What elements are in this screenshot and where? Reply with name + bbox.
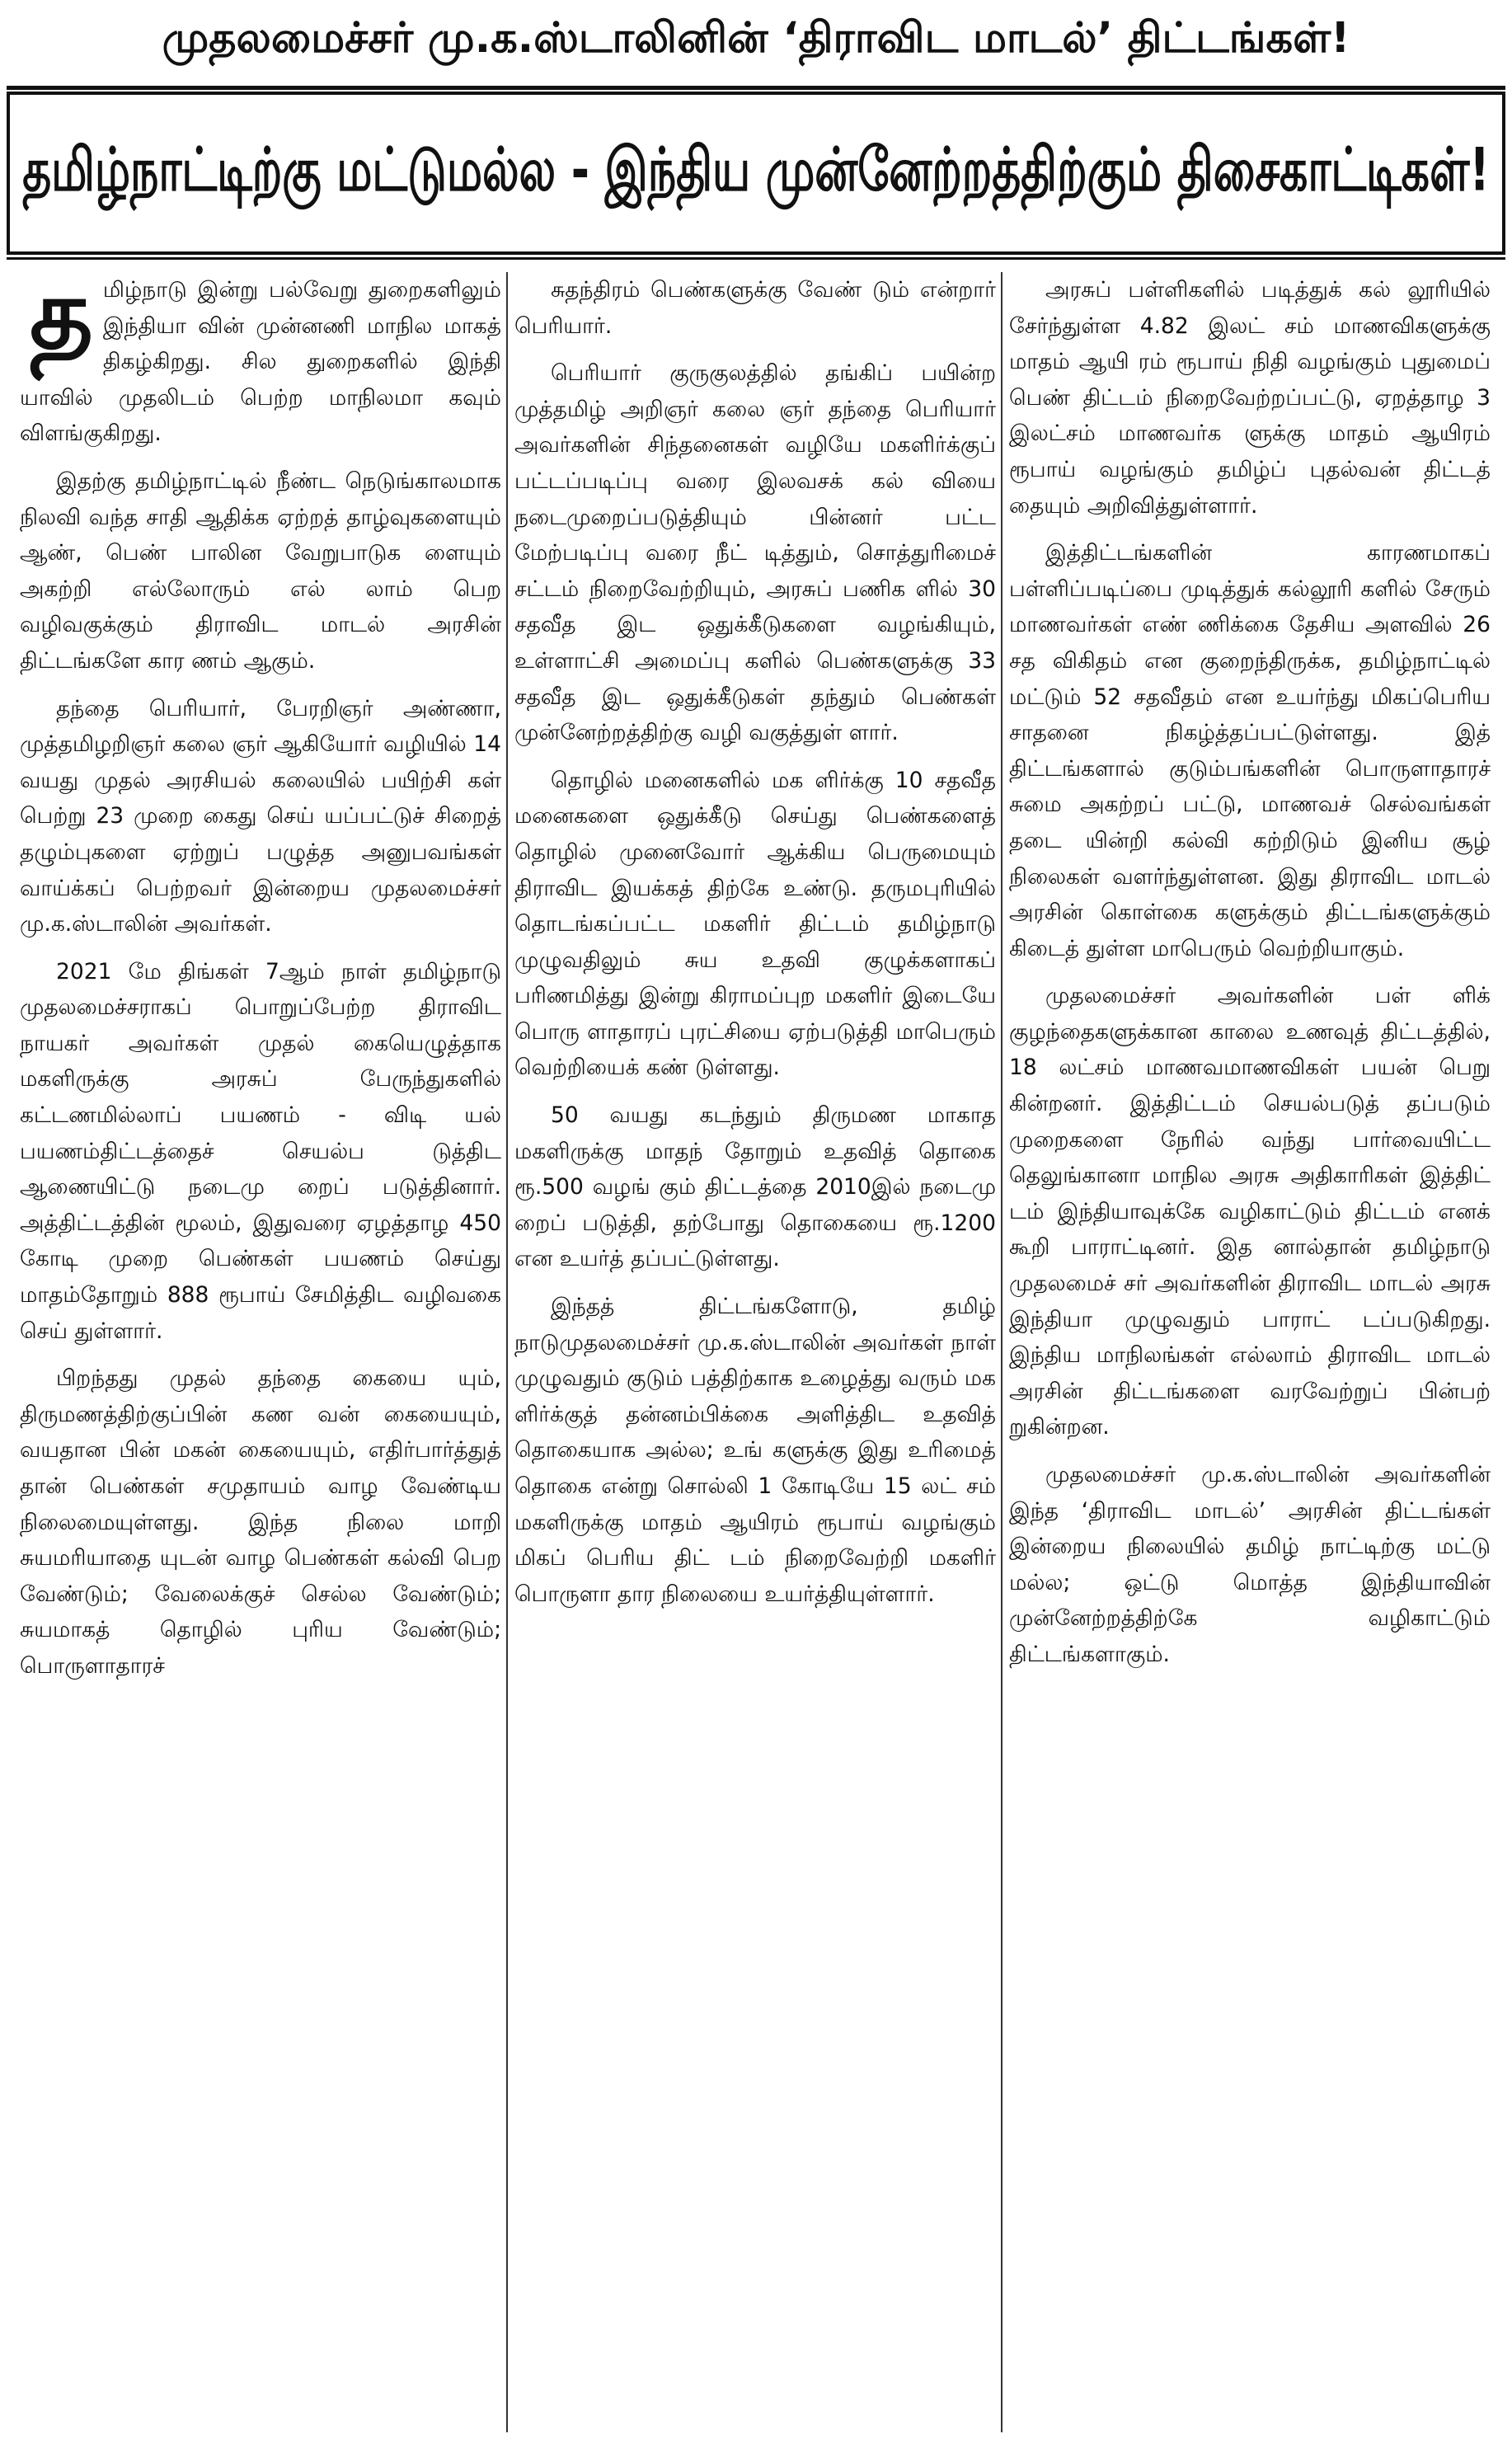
article-column-3 bbox=[1009, 272, 1491, 2441]
article-paragraph: பெரியார் குருகுலத்தில் தங்கிப் பயின்ற முத்தமிழ் அறிஞர் கலை ஞர் தந்தை பெரியார் அவர்களின் சிந்தனைகள் வழியே மகளிர்க்குப் பட்டப்படிப்பு வரை இலவசக் கல் வியை நடைமுறைப்படுத்தியும் பின்னர் பட்ட மேற்படிப்பு வரை நீட் டித்தும், சொத்துரிமைச் சட்டம் நிறைவேற்றியும், அரசுப் பணிக ளில் 30 சதவீத இட ஒதுக்கீடுகளை வழங்கியும், உள்ளாட்சி அமைப்பு களில் பெண்களுக்கு 33 சதவீத இட ஒதுக்கீடுகள் தந்தும் பெண்கள் முன்னேற்றத்திற்கு வழி வகுத்துள் ளார். bbox=[514, 360, 996, 746]
headline-bottom-rule bbox=[7, 257, 1505, 260]
column-divider bbox=[506, 272, 508, 2432]
article-paragraph: பிறந்தது முதல் தந்தை கையை யும், திருமணத்திற்குப்பின் கண வன் கையையும், வயதான பின் மகன் கையையும், எதிர்பார்த்துத் தான் பெண்கள் சமுதாயம் வாழ வேண்டிய நிலைமையுள்ளது. இந்த நிலை மாறி சுயமரியாதை யுடன் வாழ பெண்கள் கல்வி பெற வேண்டும்; வேலைக்குச் செல்ல வேண்டும்; சுயமாகத் தொழில் புரிய வேண்டும்; பொருளாதாரச் bbox=[20, 1365, 501, 1679]
paragraph-text: மிழ்நாடு இன்று பல்வேறு துறைகளிலும் இந்தியா வின் முன்னணி மாநில மாகத் திகழ்கிறது. சில துறைகளில் இந்தி யாவில் முதலிடம் பெற்ற மாநிலமா கவும் விளங்குகிறது. bbox=[20, 277, 501, 447]
article-paragraph: முதலமைச்சர் அவர்களின் பள் ளிக் குழந்தைகளுக்கான காலை உணவுத் திட்டத்தில், 18 லட்சம் மாணவமாணவிகள் பயன் பெறு கின்றனர். இத்திட்டம் செயல்படுத் தப்படும் முறைகளை நேரில் வந்து பார்வையிட்ட தெலுங்கானா மாநில அரசு அதிகாரிகள் இத்திட் டம் இந்தியாவுக்கே வழிகாட்டும் திட்டம் எனக் கூறி பாராட்டினர். இத னால்தான் தமிழ்நாடு முதலமைச் சர் அவர்களின் திராவிட மாடல் அரசு இந்தியா முழுவதும் பாராட் டப்படுகிறது. இந்திய மாநிலங்கள் எல்லாம் திராவிட மாடல் அரசின் திட்டங்களை வரவேற்றுப் பின்பற் றுகின்றன. bbox=[1009, 983, 1491, 1440]
article-paragraph: இத்திட்டங்களின் காரணமாகப் பள்ளிப்படிப்பை முடித்துக் கல்லூரி களில் சேரும் மாணவர்கள் எண் ணிக்கை தேசிய அளவில் 26 சத விகிதம் என குறைந்திருக்க, தமிழ்நாட்டில் மட்டும் 52 சதவீதம் என உயர்ந்து மிகப்பெரிய சாதனை நிகழ்த்தப்பட்டுள்ளது. இத் திட்டங்களால் குடும்பங்களின் பொருளாதாரச் சுமை அகற்றப் பட்டு, மாணவச் செல்வங்கள் தடை யின்றி கல்வி கற்றிடும் இனிய சூழ் நிலைகள் வளர்ந்துள்ளன. இது திராவிட மாடல் அரசின் கொள்கை களுக்கும் திட்டங்களுக்கும் கிடைத் துள்ள மாபெரும் வெற்றியாகும். bbox=[1009, 540, 1491, 961]
kicker-title: முதலமைச்சர் மு.க.ஸ்டாலினின் ‘திராவிட மாடல்’ திட்டங்கள்! bbox=[162, 13, 1350, 63]
article-paragraph: தந்தை பெரியார், பேரறிஞர் அண்ணா, முத்தமிழறிஞர் கலை ஞர் ஆகியோர் வழியில் 14 வயது முதல் அரசியல் கலையில் பயிற்சி கள் பெற்று 23 முறை கைது செய் யப்பட்டுச் சிறைத் தழும்புகளை ஏற்றுப் பழுத்த அனுபவங்கள் வாய்க்கப் பெற்றவர் இன்றைய முதலமைச்சர் மு.க.ஸ்டாலின் அவர்கள். bbox=[20, 695, 501, 937]
article-paragraph bbox=[20, 272, 501, 452]
article-paragraph: இதற்கு தமிழ்நாட்டில் நீண்ட நெடுங்காலமாக நிலவி வந்த சாதி ஆதிக்க ஏற்றத் தாழ்வுகளையும் ஆண், பெண் பாலின வேறுபாடுக ளையும் அகற்றி எல்லோரும் எல் லாம் பெற வழிவகுக்கும் திராவிட மாடல் அரசின் திட்டங்களே கார ணம் ஆகும். bbox=[20, 467, 501, 674]
column-divider bbox=[1001, 272, 1003, 2432]
article-paragraph: 50 வயது கடந்தும் திருமண மாகாத மகளிருக்கு மாதந் தோறும் உதவித் தொகை ரூ.500 வழங் கும் திட்டத்தை 2010இல் நடைமு றைப் படுத்தி, தற்போது தொகையை ரூ.1200 என உயர்த் தப்பட்டுள்ளது. bbox=[514, 1102, 996, 1272]
headline-box bbox=[7, 92, 1505, 255]
headline: தமிழ்நாட்டிற்கு மட்டுமல்ல - இந்திய முன்னேற்றத்திற்கும் திசைகாட்டிகள்! bbox=[22, 134, 1490, 204]
article-paragraph: சுதந்திரம் பெண்களுக்கு வேண் டும் என்றார் பெரியார். bbox=[514, 277, 996, 339]
article-column-1 bbox=[20, 272, 501, 2441]
article-paragraph: அரசுப் பள்ளிகளில் படித்துக் கல் லூரியில் சேர்ந்துள்ள 4.82 இலட் சம் மாணவிகளுக்கு மாதம் ஆயி ரம் ரூபாய் நிதி வழங்கும் புதுமைப் பெண் திட்டம் நிறைவேற்றப்பட்டு, ஏறத்தாழ 3 இலட்சம் மாணவர்க ளுக்கு மாதம் ஆயிரம் ரூபாய் வழங்கும் தமிழ்ப் புதல்வன் திட்டத் தையும் அறிவித்துள்ளார். bbox=[1009, 277, 1491, 519]
drop-cap: த bbox=[30, 272, 93, 370]
top-rule bbox=[7, 86, 1505, 90]
article-column-2 bbox=[514, 272, 996, 2441]
article-paragraph: தொழில் மனைகளில் மக ளிர்க்கு 10 சதவீத மனைகளை ஒதுக்கீடு செய்து பெண்களைத் தொழில் முனைவோர் ஆக்கிய பெருமையும் திராவிட இயக்கத் திற்கே உண்டு. தருமபுரியில் தொடங்கப்பட்ட மகளிர் திட்டம் தமிழ்நாடு முழுவதிலும் சுய உதவி குழுக்களாகப் பரிணமித்து இன்று கிராமப்புற மகளிர் இடையே பொரு ளாதாரப் புரட்சியை ஏற்படுத்தி மாபெரும் வெற்றியைக் கண் டுள்ளது. bbox=[514, 767, 996, 1081]
article-paragraph: இந்தத் திட்டங்களோடு, தமிழ் நாடுமுதலமைச்சர் மு.க.ஸ்டாலின் அவர்கள் நாள் முழுவதும் குடும் பத்திற்காக உழைத்து வரும் மக ளிர்க்குத் தன்னம்பிக்கை அளித்திட உதவித் தொகையாக அல்ல; உங் களுக்கு இது உரிமைத் தொகை என்று சொல்லி 1 கோடியே 15 லட் சம் மகளிருக்கு மாதம் ஆயிரம் ரூபாய் வழங்கும் மிகப் பெரிய திட் டம் நிறைவேற்றி மகளிர் பொருளா தார நிலையை உயர்த்தியுள்ளார். bbox=[514, 1294, 996, 1607]
article-paragraph: 2021 மே திங்கள் 7ஆம் நாள் தமிழ்நாடு முதலமைச்சராகப் பொறுப்பேற்ற திராவிட நாயகர் அவர்கள் முதல் கையெழுத்தாக மகளிருக்கு அரசுப் பேருந்துகளில் கட்டணமில்லாப் பயணம் - விடி யல் பயணம்திட்டத்தைச் செயல்ப டுத்திட ஆணையிட்டு நடைமு றைப் படுத்தினார். அத்திட்டத்தின் மூலம், இதுவரை ஏழத்தாழ 450 கோடி முறை பெண்கள் பயணம் செய்து மாதம்தோறும் 888 ரூபாய் சேமித்திட வழிவகை செய் துள்ளார். bbox=[20, 958, 501, 1344]
article-paragraph: முதலமைச்சர் மு.க.ஸ்டாலின் அவர்களின் இந்த ‘திராவிட மாடல்’ அரசின் திட்டங்கள் இன்றைய நிலையில் தமிழ் நாட்டிற்கு மட்டு மல்ல; ஒட்டு மொத்த இந்தியாவின் முன்னேற்றத்திற்கே வழிகாட்டும் திட்டங்களாகும். bbox=[1009, 1462, 1491, 1667]
